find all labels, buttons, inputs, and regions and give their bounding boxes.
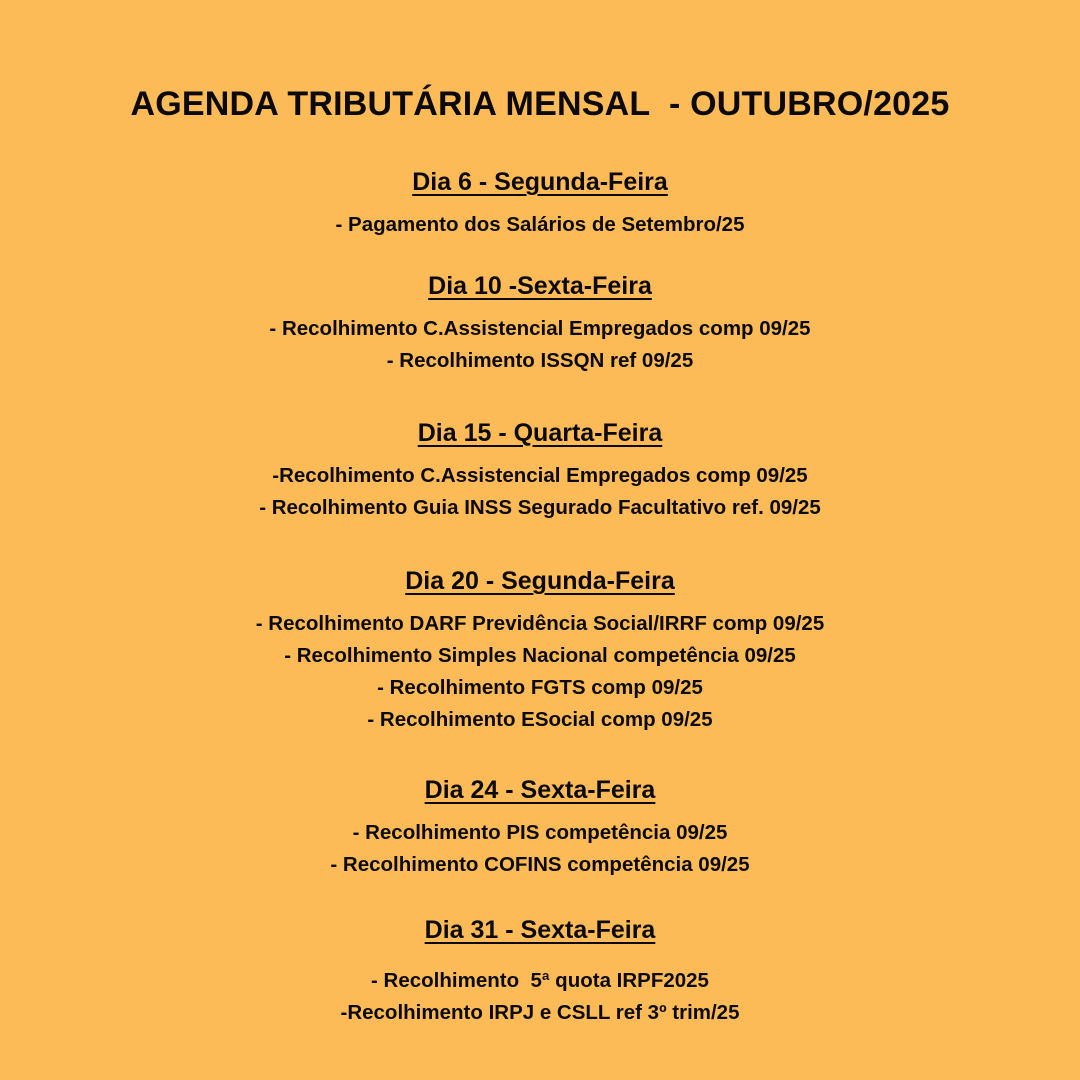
section-day-31 [0,916,1080,1029]
item-list [0,817,1080,881]
day-heading: Dia 20 - Segunda-Feira [405,567,675,595]
item-list [0,313,1080,377]
section-day-15 [0,419,1080,524]
list-item: - Recolhimento FGTS comp 09/25 [377,676,703,699]
list-item: - Recolhimento C.Assistencial Empregados comp 09/25 [269,317,811,340]
list-item: - Pagamento dos Salários de Setembro/25 [335,213,745,236]
day-heading: Dia 10 -Sexta-Feira [428,272,652,300]
item-list [0,460,1080,524]
list-item: - Recolhimento ISSQN ref 09/25 [386,349,694,372]
day-heading: Dia 24 - Sexta-Feira [424,776,656,804]
list-item: - Recolhimento Guia INSS Segurado Facultativo ref. 09/25 [259,496,821,519]
day-heading: Dia 31 - Sexta-Feira [424,916,656,944]
list-item: - Recolhimento 5ª quota IRPF2025 [371,969,709,992]
list-item: - Recolhimento ESocial comp 09/25 [367,708,713,731]
section-day-20 [0,567,1080,736]
page-title: AGENDA TRIBUTÁRIA MENSAL - OUTUBRO/2025 [130,84,950,123]
item-list [0,209,1080,241]
list-item: - Recolhimento DARF Previdência Social/IRRF comp 09/25 [255,612,825,635]
list-item: - Recolhimento Simples Nacional competência 09/25 [284,644,796,667]
item-list [0,608,1080,736]
section-day-10 [0,272,1080,377]
day-heading: Dia 6 - Segunda-Feira [412,168,668,196]
list-item: -Recolhimento IRPJ e CSLL ref 3º trim/25 [340,1001,740,1024]
section-day-6 [0,168,1080,241]
item-list [0,965,1080,1029]
list-item: - Recolhimento COFINS competência 09/25 [330,853,750,876]
section-day-24 [0,776,1080,881]
list-item: -Recolhimento C.Assistencial Empregados comp 09/25 [272,464,808,487]
list-item: - Recolhimento PIS competência 09/25 [352,821,728,844]
day-heading: Dia 15 - Quarta-Feira [417,419,663,447]
